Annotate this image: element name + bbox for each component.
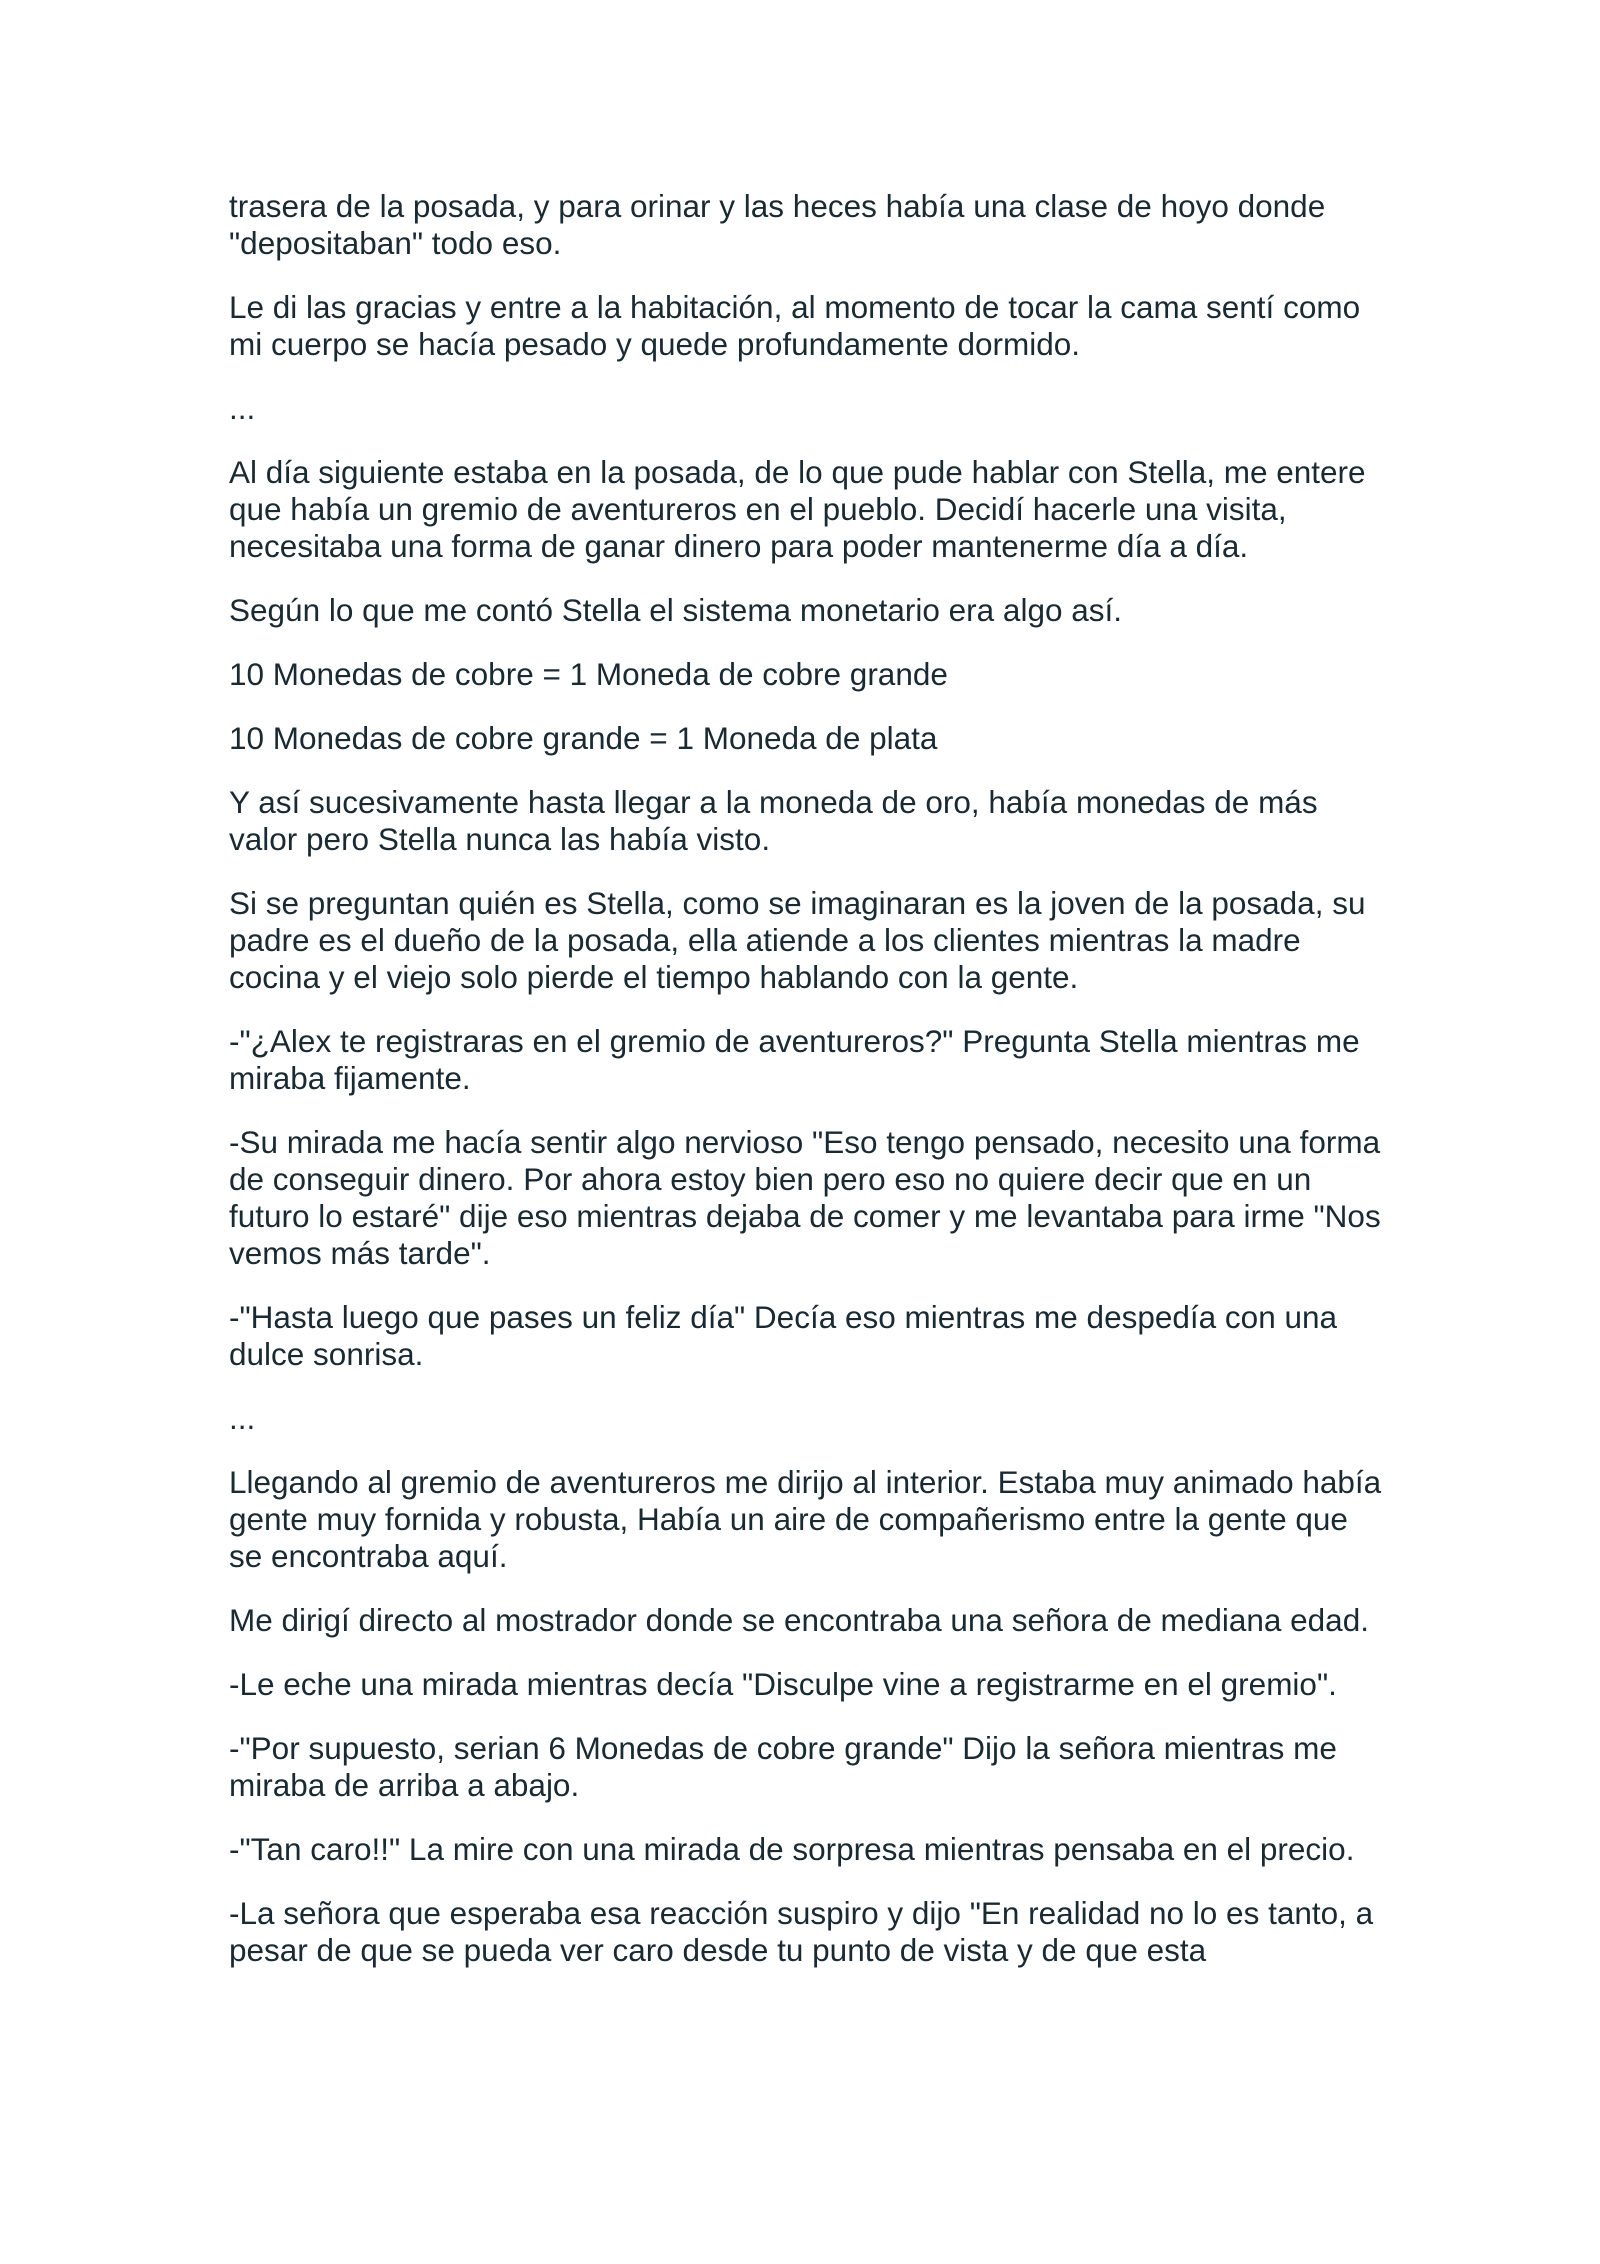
section-break-1: ...	[229, 390, 256, 426]
paragraph-13: Me dirigí directo al mostrador donde se encontraba una señora de mediana edad.	[229, 1602, 1369, 1638]
paragraph-11: -"Hasta luego que pases un feliz día" Decía eso mientras me despedía con una dulce sonrisa.	[229, 1299, 1338, 1372]
paragraph-3: Al día siguiente estaba en la posada, de lo que pude hablar con Stella, me entere que había un gremio de aventureros en el pueblo. Decidí hacerle una visita, necesitaba una forma de ganar dinero para poder mantenerme día a día.	[229, 454, 1366, 564]
section-break-2: ...	[229, 1400, 256, 1436]
paragraph-7: Y así sucesivamente hasta llegar a la moneda de oro, había monedas de más valor pero Stella nunca las había visto.	[229, 784, 1318, 857]
paragraph-2: Le di las gracias y entre a la habitación, al momento de tocar la cama sentí como mi cuerpo se hacía pesado y quede profundamente dormido.	[229, 289, 1361, 362]
paragraph-16: -"Tan caro!!" La mire con una mirada de sorpresa mientras pensaba en el precio.	[229, 1831, 1355, 1867]
paragraph-10: -Su mirada me hacía sentir algo nervioso "Eso tengo pensado, necesito una forma de conseguir dinero. Por ahora estoy bien pero eso no quiere decir que en un futuro lo estaré" dije eso mientras dejaba de comer y me levantaba para irme "Nos vemos más tarde".	[229, 1124, 1381, 1271]
paragraph-15: -"Por supuesto, serian 6 Monedas de cobre grande" Dijo la señora mientras me miraba de arriba a abajo.	[229, 1730, 1337, 1803]
paragraph-14: -Le eche una mirada mientras decía "Disculpe vine a registrarme en el gremio".	[229, 1666, 1337, 1702]
paragraph-8: Si se preguntan quién es Stella, como se imaginaran es la joven de la posada, su padre es el dueño de la posada, ella atiende a los clientes mientras la madre cocina y el viejo solo pierde el tiempo hablando con la gente.	[229, 885, 1366, 995]
document-body	[229, 188, 1389, 1996]
paragraph-9: -"¿Alex te registraras en el gremio de aventureros?" Pregunta Stella mientras me miraba fijamente.	[229, 1023, 1360, 1096]
paragraph-17: -La señora que esperaba esa reacción suspiro y dijo "En realidad no lo es tanto, a pesar de que se pueda ver caro desde tu punto de vista y de que esta	[229, 1895, 1374, 1968]
paragraph-4: Según lo que me contó Stella el sistema monetario era algo así.	[229, 592, 1123, 628]
paragraph-1: trasera de la posada, y para orinar y las heces había una clase de hoyo donde "depositaban" todo eso.	[229, 188, 1326, 261]
paragraph-12: Llegando al gremio de aventureros me dirijo al interior. Estaba muy animado había gente muy fornida y robusta, Había un aire de compañerismo entre la gente que se encontraba aquí.	[229, 1464, 1382, 1574]
paragraph-6: 10 Monedas de cobre grande = 1 Moneda de plata	[229, 720, 938, 756]
paragraph-5: 10 Monedas de cobre = 1 Moneda de cobre grande	[229, 656, 948, 692]
